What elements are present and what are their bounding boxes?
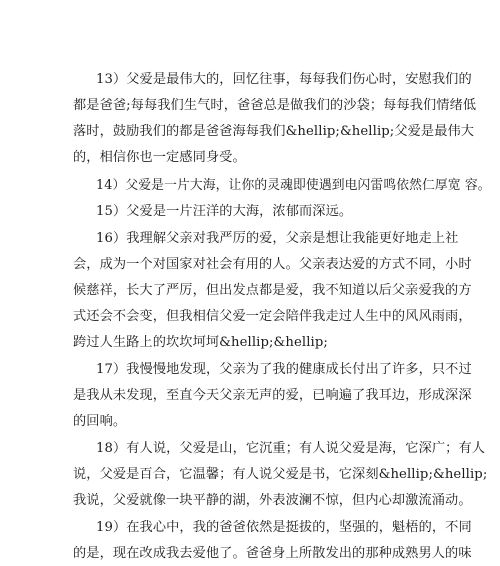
paragraph-16-line-4: 式还会不会变，但我相信父爱一定会陪伴我走过人生中的风风雨雨，	[73, 309, 472, 324]
paragraph-19-line-2: 的是，现在改成我去爱他了。爸爸身上所散发出的那种成熟男人的味	[73, 546, 472, 561]
paragraph-15-line-1: 15）父爱是一片汪洋的大海，浓郁而深远。	[96, 204, 353, 219]
paragraph-17-line-3: 的回响。	[73, 414, 127, 429]
paragraph-18-line-1: 18）有人说，父爱是山，它沉重；有人说父爱是海，它深广；有人	[96, 441, 486, 456]
paragraph-17-line-2: 是我从未发现，至直今天父亲无声的爱，已响遍了我耳边，形成深深	[73, 388, 472, 403]
paragraph-19-line-1: 19）在我心中，我的爸爸依然是挺拔的，坚强的，魁梧的，不同	[96, 520, 472, 535]
paragraph-18-line-2: 说，父爱是百合，它温馨；有人说父爱是书，它深刻&hellip;&hellip;	[73, 467, 488, 482]
paragraph-13-line-2: 都是爸爸;每每我们生气时，爸爸总是做我们的沙袋；每每我们情绪低	[73, 98, 477, 113]
paragraph-17-line-1: 17）我慢慢地发现，父亲为了我的健康成长付出了许多，只不过	[96, 362, 472, 377]
paragraph-13-line-4: 的，相信你也一定感同身受。	[73, 150, 246, 165]
paragraph-16-line-3: 候慈祥，长大了严厉，但出发点都是爱，我不知道以后父亲爱我的方	[73, 283, 472, 298]
paragraph-14-line-1: 14）父爱是一片大海，让你的灵魂即使遇到电闪雷鸣依然仁厚宽 容。	[96, 178, 491, 193]
paragraph-13-line-1: 13）父爱是最伟大的，回忆往事，每每我们伤心时，安慰我们的	[96, 72, 472, 87]
paragraph-16-line-5: 跨过人生路上的坎坎坷坷&hellip;&hellip;	[73, 335, 328, 350]
paragraph-18-line-3: 我说，父爱就像一块平静的湖，外表波澜不惊，但内心却激流涌动。	[73, 493, 472, 508]
paragraph-13-line-3: 落时，鼓励我们的都是爸爸海每我们&hellip;&hellip;父爱是最伟大	[73, 124, 475, 139]
paragraph-16-line-2: 会，成为一个对国家对社会有用的人。父亲表达爱的方式不同，小时	[73, 257, 472, 272]
paragraph-16-line-1: 16）我理解父亲对我严厉的爱，父亲是想让我能更好地走上社	[96, 231, 459, 246]
